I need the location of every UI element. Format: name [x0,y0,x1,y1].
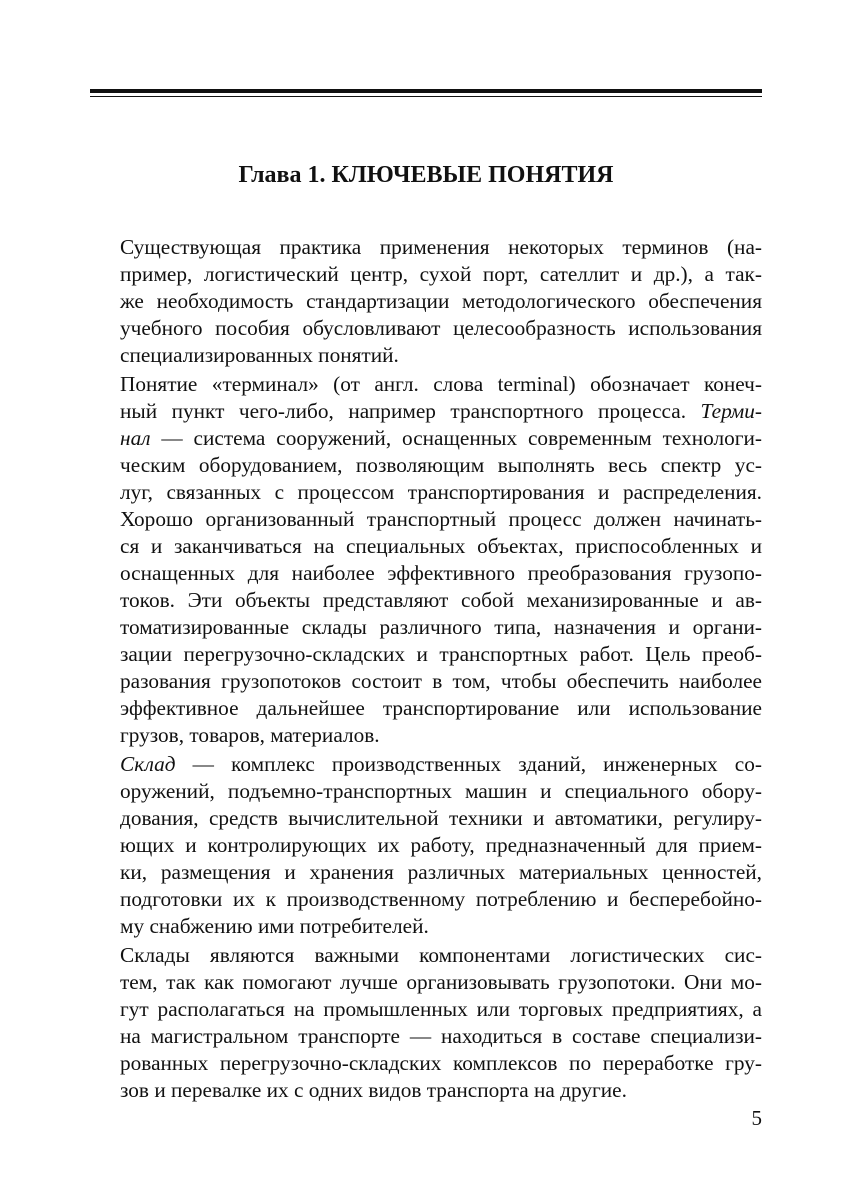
text-line: луг, связанных с процессом транспортирования и распределения. [120,480,762,504]
text-line: на магистральном транспорте — находиться в составе специализи- [120,1024,762,1048]
text-line: ющих и контролирующих их работу, предназначенный для прием- [120,833,762,857]
text-line: подготовки их к производственному потреблению и бесперебойно- [120,887,762,911]
text-line: томатизированные склады различного типа, назначения и органи- [120,615,762,639]
paragraph-4 [90,942,762,1104]
text-line: разования грузопотоков состоит в том, чтобы обеспечить наиболее [120,669,762,693]
text-line: рованных перегрузочно-складских комплексов по переработке гру- [120,1051,762,1075]
text-line: Существующая практика применения некоторых терминов (на- [120,235,762,259]
chapter-title: Глава 1. КЛЮЧЕВЫЕ ПОНЯТИЯ [238,162,614,188]
text-line: оснащенных для наиболее эффективного преобразования грузопо- [120,561,762,585]
text-segment: — комплекс производственных зданий, инженерных со- [175,752,762,776]
text-line: дования, средств вычислительной техники и автоматики, регулиру- [120,806,762,830]
text-line: му снабжению ими потребителей. [120,914,429,938]
paragraph-3 [90,751,762,940]
header-rule-thin [90,96,762,97]
paragraph-2 [90,371,762,749]
text-line: ки, размещения и хранения различных материальных ценностей, [120,860,762,884]
text-line: Склады являются важными компонентами логистических сис- [120,943,762,967]
text-line: зов и перевалке их с одних видов транспорта на другие. [120,1078,627,1102]
text-line: специализированных понятий. [120,343,399,367]
body-text [90,234,762,1104]
term-terminal-part1: Терми- [700,399,762,423]
text-line: зации перегрузочно-складских и транспортных работ. Цель преоб- [120,642,762,666]
text-line: Понятие «терминал» (от англ. слова terminal) обозначает конеч- [120,372,762,396]
text-line [90,425,762,452]
page-number: 5 [751,1106,762,1130]
term-sklad: Склад [120,752,176,776]
text-line [90,751,762,778]
paragraph-1 [90,234,762,369]
text-line: учебного пособия обусловливают целесообразность использования [120,316,762,340]
text-line: токов. Эти объекты представляют собой механизированные и ав- [120,588,762,612]
term-terminal-part2: нал [120,426,151,450]
text-line: тем, так как помогают лучше организовывать грузопотоки. Они мо- [120,970,762,994]
text-segment: — система сооружений, оснащенных современным технологи- [150,426,762,450]
text-line: ся и заканчиваться на специальных объектах, приспособленных и [120,534,762,558]
text-line: же необходимость стандартизации методологического обеспечения [120,289,762,313]
text-line: Хорошо организованный транспортный процесс должен начинать- [120,507,762,531]
text-line: пример, логистический центр, сухой порт, сателлит и др.), а так- [120,262,762,286]
text-line [90,398,762,425]
text-segment: ный пункт чего-либо, например транспортного процесса. [120,399,701,423]
text-line: гут располагаться на промышленных или торговых предприятиях, а [120,997,762,1021]
text-line: грузов, товаров, материалов. [120,723,380,747]
text-line: ческим оборудованием, позволяющим выполнять весь спектр ус- [120,453,762,477]
text-line: оружений, подъемно-транспортных машин и специального обору- [120,779,762,803]
header-rule-thick [90,89,762,93]
text-line: эффективное дальнейшее транспортирование или использование [120,696,762,720]
